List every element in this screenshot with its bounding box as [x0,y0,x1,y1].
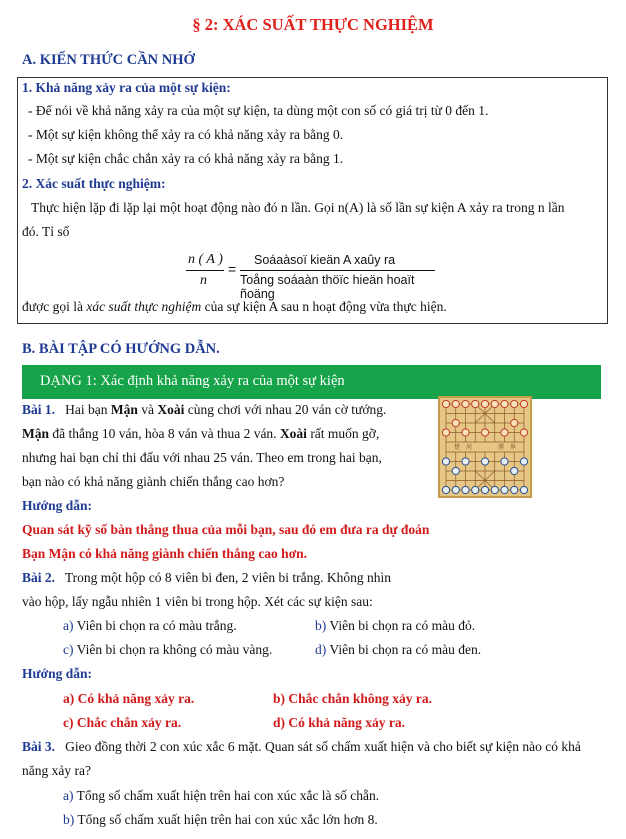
bai3-line-1 [22,739,581,755]
bai3-label: Bài 3. [22,739,56,754]
bai1-name-man: Mận [22,426,49,441]
bai1-line-2 [22,426,379,442]
bai2-line-1 [22,570,391,586]
option-label: b) [63,812,75,827]
bai1-name-xoai: Xoài [279,426,307,441]
bai2-answer-b: b) Chắc chắn không xảy ra. [273,691,433,706]
knowledge-paragraph-line-1: Thực hiện lặp đi lặp lại một hoạt động nào đó n lần. Gọi n(A) là số lần sự kiện A xảy ra trong n lần [31,200,565,215]
formula-numerator-left: n ( A ) [188,252,223,267]
bai1-guide-label: Hướng dẫn: [22,498,92,513]
board-river-label: 漢 [498,444,505,451]
option-label: a) [63,618,74,633]
option-text: Tổng số chấm xuất hiện trên hai con xúc xắc là số chẵn. [76,788,380,803]
option-label: b) [315,618,327,633]
board-river-label: 河 [466,444,473,451]
p3-emphasis: xác suất thực nghiệm [86,299,202,314]
bai3-option-b [63,812,378,828]
section-a-heading: A. KIẾN THỨC CẦN NHỚ [22,52,195,68]
section-b-heading: B. BÀI TẬP CÓ HƯỚNG DẪN. [22,341,220,357]
bai1-text: và [137,402,158,417]
bai1-text: cùng chơi với nhau 20 ván cờ tướng. [184,402,387,417]
bai2-option-d [315,642,481,658]
bai3-option-a [63,788,379,804]
option-text: Viên bi chọn ra không có màu vàng. [76,642,273,657]
option-label: c) [63,642,74,657]
knowledge-paragraph-line-3 [22,299,447,315]
option-label: d) [315,642,327,657]
bai1-line-4: bạn nào có khả năng giành chiến thắng cao hơn? [22,474,285,489]
bai2-answer-a: a) Có khả năng xảy ra. [63,691,195,706]
knowledge-paragraph-line-2: đó. Tỉ số [22,224,70,239]
probability-formula [186,252,446,301]
bai1-label: Bài 1. [22,402,56,417]
knowledge-heading-2: 2. Xác suất thực nghiệm: [22,176,166,191]
bai2-line-2: vào hộp, lấy ngẫu nhiên 1 viên bi trong hộp. Xét các sự kiện sau: [22,594,373,609]
p3-text-b: của sự kiện A sau n hoạt động vừa thực hiện. [201,299,447,314]
knowledge-bullet-2: - Một sự kiện không thể xảy ra có khả năng xảy ra bằng 0. [28,127,344,142]
option-label: a) [63,788,74,803]
formula-equals: = [228,261,237,277]
bai1-text: đã thắng 10 ván, hòa 8 ván và thua 2 ván. [49,426,280,441]
bai2-guide-label: Hướng dẫn: [22,666,92,681]
formula-denominator-left: n [200,273,207,288]
bai2-answer-c: c) Chắc chắn xảy ra. [63,715,182,730]
bai1-answer-2: Bạn Mận có khả năng giành chiến thắng cao hơn. [22,546,308,561]
bai1-line-3: nhưng hai bạn chỉ thi đấu với nhau 25 ván. Theo em trong hai bạn, [22,450,382,465]
board-river-label: 界 [510,444,517,451]
knowledge-bullet-3: - Một sự kiện chắc chắn xảy ra có khả năng xảy ra bằng 1. [28,151,344,166]
formula-fraction-bar-right [240,270,435,271]
bai1-name-man: Mận [110,402,138,417]
option-text: Viên bi chọn ra có màu đỏ. [329,618,476,633]
bai1-text: rất muốn gỡ, [306,426,380,441]
bai1-line-1 [22,402,386,418]
option-text: Tổng số chấm xuất hiện trên hai con xúc xắc lớn hơn 8. [77,812,378,827]
knowledge-bullet-1: - Để nói về khả năng xảy ra của một sự kiện, ta dùng một con số có giá trị từ 0 đến 1. [28,103,489,118]
bai2-text: Trong một hộp có 8 viên bi đen, 2 viên bi trắng. Không nhìn [64,570,392,585]
bai2-answer-d: d) Có khả năng xảy ra. [273,715,406,730]
bai2-label: Bài 2. [22,570,56,585]
formula-denominator-right: Toång soáaàn thöïc hieän hoaït ñoäng [240,273,415,301]
bai3-text: Gieo đồng thời 2 con xúc xắc 6 mặt. Quan sát số chấm xuất hiện và cho biết sự kiện nào có khả [65,739,581,754]
knowledge-heading-1: 1. Khả năng xảy ra của một sự kiện: [22,80,231,95]
bai3-line-2: năng xảy ra? [22,763,91,778]
bai1-name-xoai: Xoài [157,402,185,417]
bai1-answer-1: Quan sát kỹ số bàn thắng thua của mỗi bạn, sau đó em đưa ra dự đoán [22,522,430,537]
bai2-option-b [315,618,475,634]
dang-1-banner: DẠNG 1: Xác định khả năng xảy ra của một sự kiện [22,365,601,399]
p3-text-a: được gọi là [22,299,87,314]
option-text: Viên bi chọn ra có màu đen. [329,642,482,657]
board-river-label: 楚 [454,444,461,451]
chess-board-image [438,396,532,498]
bai2-option-c [63,642,272,658]
formula-fraction-bar-left [186,270,224,271]
option-text: Viên bi chọn ra có màu trắng. [76,618,237,633]
bai1-text: Hai bạn [65,402,111,417]
formula-numerator-right: Soáaàsoï kieän A xaûy ra [254,253,396,267]
bai2-option-a [63,618,237,634]
page-title: § 2: XÁC SUẤT THỰC NGHIỆM [192,15,434,34]
